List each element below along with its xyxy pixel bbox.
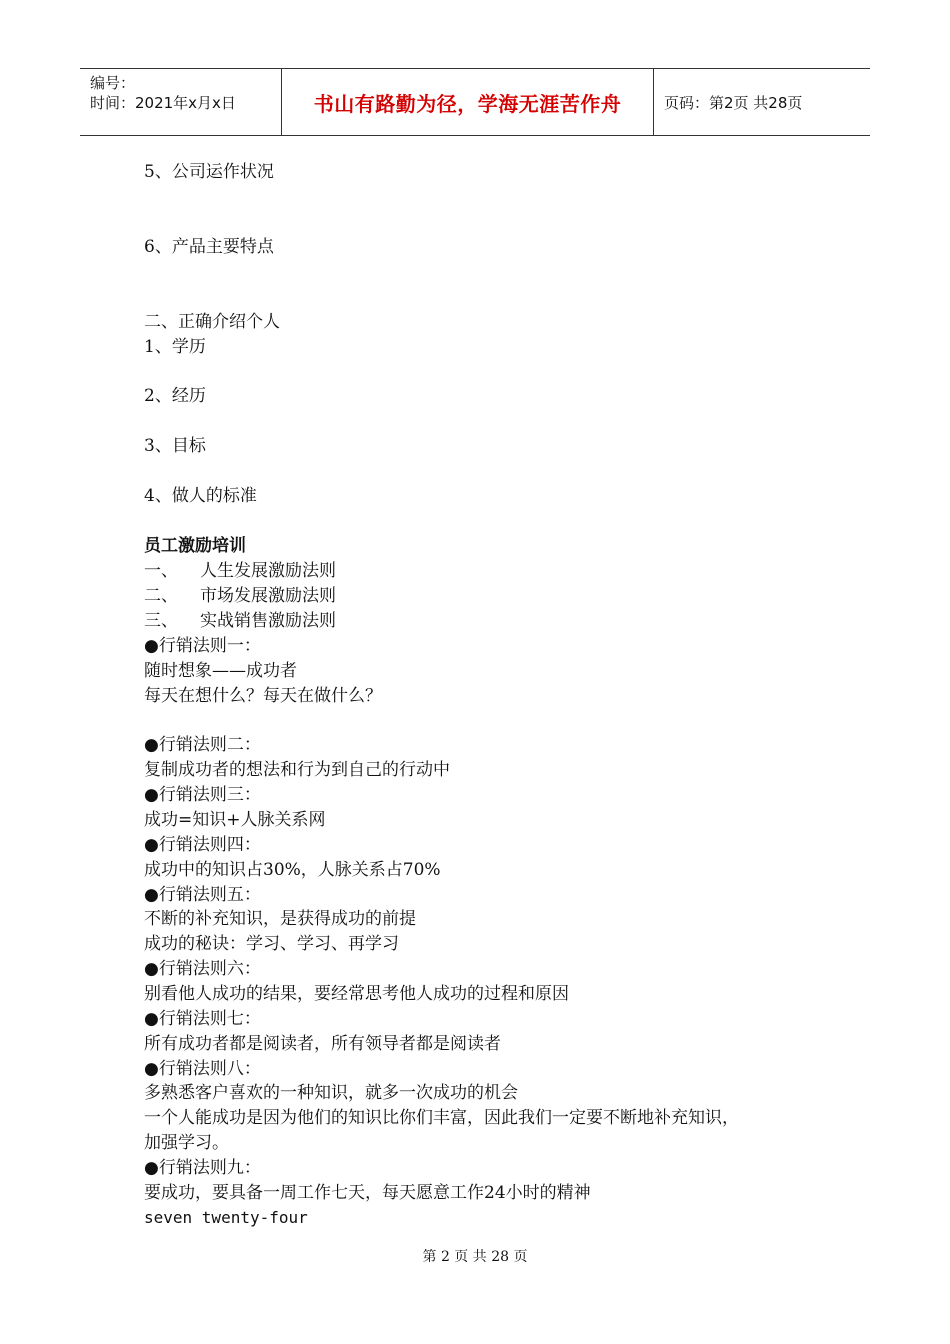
rule-heading-4: ●行销法则四： xyxy=(144,835,261,855)
rule-heading-8: ●行销法则八： xyxy=(144,1059,261,1079)
page-footer: 第 2 页 共 28 页 xyxy=(422,1249,528,1265)
item-standard: 4、做人的标准 xyxy=(144,486,257,506)
list-number: 三、 xyxy=(144,611,178,631)
section-introduce-self: 二、正确介绍个人 xyxy=(144,312,280,332)
rule-heading-6: ●行销法则六： xyxy=(144,959,261,979)
list-text: 实战销售激励法则 xyxy=(200,611,336,631)
rule-text: 成功中的知识占30%，人脉关系占70% xyxy=(144,860,441,880)
header-motto-cell xyxy=(282,69,654,135)
document-time-label: 时间：2021年x月x日 xyxy=(90,94,236,112)
document-number-label: 编号： xyxy=(90,74,136,92)
list-item xyxy=(144,584,336,608)
rule-text: 不断的补充知识，是获得成功的前提 xyxy=(144,909,416,929)
rule-text: 要成功，要具备一周工作七天，每天愿意工作24小时的精神 xyxy=(144,1183,591,1203)
header-meta xyxy=(80,69,282,135)
rule-text: 一个人能成功是因为他们的知识比你们丰富，因此我们一定要不断地补充知识， xyxy=(144,1108,739,1128)
list-text: 人生发展激励法则 xyxy=(200,561,336,581)
list-item xyxy=(144,559,336,583)
list-item xyxy=(144,609,336,633)
rule-text: 所有成功者都是阅读者，所有领导者都是阅读者 xyxy=(144,1034,501,1054)
rule-text: 随时想象——成功者 xyxy=(144,661,297,681)
rule-text: 成功=知识+人脉关系网 xyxy=(144,810,326,830)
rule-text: 加强学习。 xyxy=(144,1133,229,1153)
rule-heading-9: ●行销法则九： xyxy=(144,1158,261,1178)
list-text: 市场发展激励法则 xyxy=(200,586,336,606)
page-info-text: 页码：第2页 共28页 xyxy=(664,93,803,112)
rule-text: 复制成功者的想法和行为到自己的行动中 xyxy=(144,760,450,780)
rule-text: 每天在想什么？每天在做什么？ xyxy=(144,686,382,706)
rule-text: 别看他人成功的结果，要经常思考他人成功的过程和原因 xyxy=(144,984,569,1004)
rule-heading-7: ●行销法则七： xyxy=(144,1009,261,1029)
rule-heading-2: ●行销法则二： xyxy=(144,735,261,755)
rule-heading-5: ●行销法则五： xyxy=(144,885,261,905)
rule-text: 成功的秘诀：学习、学习、再学习 xyxy=(144,934,399,954)
list-number: 二、 xyxy=(144,586,178,606)
item-product-features: 6、产品主要特点 xyxy=(144,237,274,257)
rule-text-english: seven twenty-four xyxy=(144,1208,308,1227)
rule-heading-3: ●行销法则三： xyxy=(144,785,261,805)
rule-heading-1: ●行销法则一： xyxy=(144,636,261,656)
item-experience: 2、经历 xyxy=(144,386,206,406)
page-header xyxy=(80,68,870,136)
section-title: 员工激励培训 xyxy=(144,536,246,556)
header-motto: 书山有路勤为径，学海无涯苦作舟 xyxy=(313,91,622,116)
rule-text: 多熟悉客户喜欢的一种知识，就多一次成功的机会 xyxy=(144,1083,518,1103)
item-goal: 3、目标 xyxy=(144,436,206,456)
header-page-info xyxy=(654,69,870,135)
item-company-operation: 5、公司运作状况 xyxy=(144,162,274,182)
list-number: 一、 xyxy=(144,561,178,581)
item-education: 1、学历 xyxy=(144,337,206,357)
